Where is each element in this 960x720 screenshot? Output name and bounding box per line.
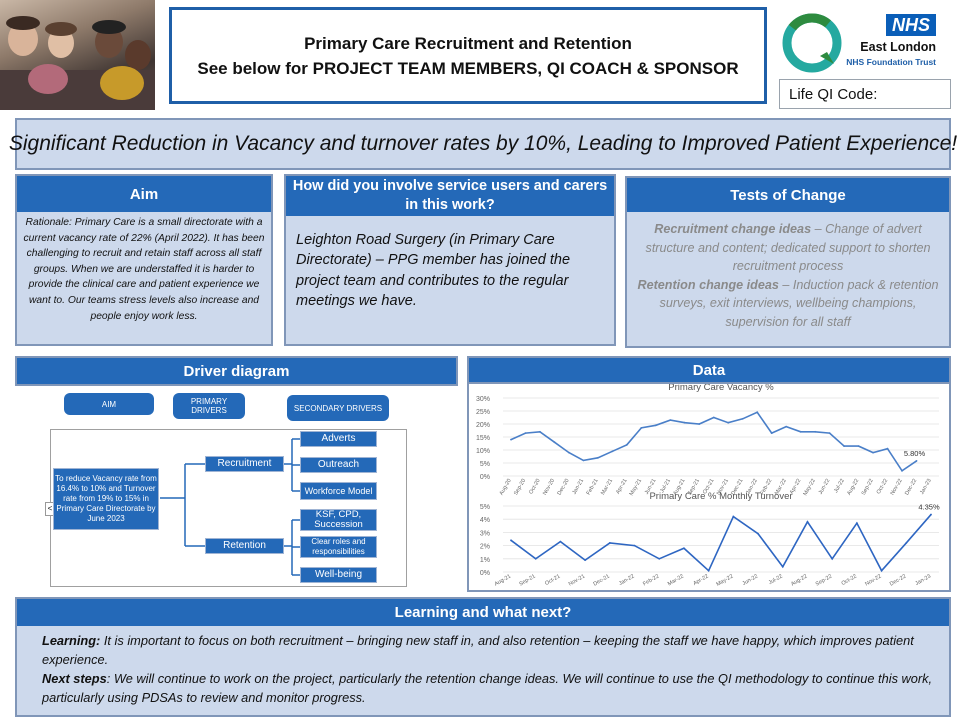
col-primary: PRIMARY DRIVERS	[173, 393, 245, 419]
learning-label: Learning:	[42, 633, 101, 648]
data-charts	[467, 384, 951, 592]
x-tick-label: Sep-21	[686, 478, 702, 497]
x-tick-label: Jun-21	[643, 478, 658, 496]
data-point	[539, 431, 541, 433]
x-tick-label: Jan-23	[914, 573, 932, 588]
x-tick-label: Dec-22	[888, 573, 908, 588]
primary-driver-retention: Retention	[205, 538, 284, 554]
secondary-driver-adverts: Adverts	[300, 431, 377, 447]
aim-title: Aim	[17, 176, 271, 212]
data-point	[584, 559, 586, 561]
org-name: East London	[860, 40, 936, 54]
series-line	[511, 412, 917, 471]
x-tick-label: Jul-22	[833, 478, 846, 494]
tests-of-change-panel	[625, 176, 951, 348]
data-point	[742, 418, 744, 420]
x-tick-label: Aug-21	[672, 478, 687, 497]
y-tick-label: 5%	[479, 504, 490, 511]
x-tick-label: Sep-21	[518, 573, 537, 588]
data-point	[611, 450, 613, 452]
data-point	[905, 542, 907, 544]
data-point	[807, 521, 809, 523]
data-point	[683, 547, 685, 549]
end-data-label: 5.80%	[903, 448, 926, 458]
x-tick-label: Nov-20	[542, 478, 557, 497]
x-tick-label: Aug-20	[498, 478, 513, 497]
data-point	[560, 541, 562, 543]
data-point	[554, 441, 556, 443]
org-subtitle: NHS Foundation Trust	[846, 57, 936, 67]
data-point	[887, 448, 889, 450]
recruitment-ideas-text: – Change of advert structure and content; dedicated support to shorten recruitment process	[645, 222, 931, 273]
secondary-driver-wellbeing: Well-being	[300, 567, 377, 583]
y-tick-label: 10%	[475, 448, 490, 455]
x-tick-label: Dec-21	[592, 573, 611, 588]
x-tick-label: Oct-21	[544, 573, 562, 587]
x-tick-label: Nov-22	[889, 478, 904, 497]
x-tick-label: Feb-22	[642, 573, 661, 588]
data-point	[708, 570, 710, 572]
driver-diagram	[15, 386, 458, 592]
y-tick-label: 0%	[479, 570, 490, 577]
data-point	[658, 558, 660, 560]
x-tick-label: May-22	[802, 478, 817, 497]
x-tick-label: Sep-22	[814, 573, 834, 588]
col-aim: AIM	[64, 393, 154, 415]
data-point	[881, 570, 883, 572]
x-tick-label: Nov-22	[864, 573, 883, 588]
data-point	[800, 431, 802, 433]
chart-title: Primary Care % Monthly Turnover	[649, 491, 793, 502]
y-tick-label: 15%	[475, 435, 490, 442]
end-data-label: 4.35%	[918, 502, 940, 512]
recruitment-ideas-label: Recruitment change ideas	[654, 222, 812, 236]
tests-title: Tests of Change	[627, 178, 949, 212]
y-tick-label: 20%	[475, 422, 490, 429]
involvement-text: Leighton Road Surgery (in Primary Care Directorate) – PPG member has joined the project team and contributes to the regular meetings we have.	[296, 232, 571, 309]
data-title: Data	[467, 356, 951, 384]
x-tick-label: Aug-21	[493, 573, 512, 588]
secondary-driver-workforce: Workforce Model	[300, 482, 377, 500]
x-tick-label: Nov-21	[567, 573, 587, 588]
col-secondary: SECONDARY DRIVERS	[287, 395, 389, 421]
data-point	[756, 411, 758, 413]
x-tick-label: Sep-20	[513, 478, 528, 497]
x-tick-label: Jun-22	[817, 478, 832, 496]
title-line-1: Primary Care Recruitment and Retention	[304, 33, 632, 53]
x-tick-label: Oct-22	[875, 478, 890, 496]
x-tick-label: May-22	[715, 573, 735, 588]
y-tick-label: 3%	[479, 530, 490, 538]
data-point	[568, 452, 570, 454]
x-tick-label: Feb-21	[585, 478, 600, 497]
data-point	[713, 417, 715, 419]
y-tick-label: 25%	[475, 409, 490, 416]
secondary-driver-outreach: Outreach	[300, 457, 377, 473]
x-tick-label: Jun-22	[741, 573, 760, 588]
data-point	[814, 431, 816, 433]
next-steps-content: : We will continue to work on the project, particularly the retention change ideas. We will continue to use the QI methodology to continue this work, particularly using PDSAs to review and monitor progress.	[42, 671, 933, 705]
x-tick-label: Oct-22	[840, 573, 858, 587]
x-tick-label: Mar-22	[773, 478, 788, 497]
x-tick-label: Dec-20	[556, 478, 571, 497]
x-tick-label: Dec-22	[904, 478, 919, 497]
data-point	[510, 439, 512, 441]
y-tick-label: 2%	[479, 543, 490, 551]
x-tick-label: Feb-22	[759, 478, 774, 497]
frame-handle[interactable]: <	[45, 502, 55, 516]
data-point	[727, 422, 729, 424]
primary-driver-recruitment: Recruitment	[205, 456, 284, 472]
tests-text	[627, 212, 949, 339]
data-point	[634, 545, 636, 547]
x-tick-label: Jan-21	[571, 478, 586, 496]
data-point	[782, 566, 784, 568]
data-point	[872, 452, 874, 454]
headline-banner: Significant Reduction in Vacancy and turnover rates by 10%, Leading to Improved Patient Experience!	[15, 118, 951, 170]
data-point	[757, 533, 759, 535]
x-tick-label: Aug-22	[790, 573, 809, 588]
title-line-2: See below for PROJECT TEAM MEMBERS, QI COACH & SPONSOR	[197, 58, 739, 78]
data-point	[640, 427, 642, 429]
next-steps-label: Next steps	[42, 671, 107, 686]
learning-title: Learning and what next?	[17, 599, 949, 626]
data-point	[510, 539, 512, 541]
x-tick-label: Jan-22	[745, 478, 759, 496]
data-point	[856, 522, 858, 524]
data-point	[829, 432, 831, 434]
life-qi-code: Life QI Code:	[779, 79, 951, 109]
retention-ideas-label: Retention change ideas	[637, 277, 779, 292]
x-tick-label: May-21	[628, 478, 644, 497]
y-tick-label: 1%	[479, 556, 490, 564]
data-point	[858, 445, 860, 447]
driver-diagram-title: Driver diagram	[15, 356, 458, 386]
chart-title: Primary Care Vacancy %	[668, 384, 774, 393]
data-point	[843, 445, 845, 447]
x-tick-label: Apr-21	[615, 478, 629, 496]
data-point	[831, 558, 833, 560]
data-point	[698, 423, 700, 425]
x-tick-label: Jul-21	[659, 478, 673, 494]
x-tick-label: Jan-23	[919, 478, 933, 496]
x-tick-label: Mar-21	[600, 478, 615, 497]
x-tick-label: Dec-21	[730, 478, 745, 497]
team-photo	[0, 0, 155, 110]
nhs-logo: NHS	[886, 14, 936, 36]
y-tick-label: 4%	[479, 517, 490, 525]
x-tick-label: Sep-22	[860, 478, 875, 497]
x-tick-label: Oct-20	[528, 478, 542, 496]
secondary-driver-ksf: KSF, CPD, Succession	[300, 509, 377, 531]
data-point	[669, 419, 671, 421]
learning-panel	[15, 597, 951, 717]
data-point	[732, 516, 734, 518]
data-point	[525, 432, 527, 434]
data-point	[771, 432, 773, 434]
x-tick-label: Apr-22	[692, 573, 710, 587]
x-tick-label: Apr-22	[788, 478, 803, 496]
y-tick-label: 5%	[479, 461, 490, 468]
y-tick-label: 30%	[475, 396, 490, 403]
learning-text	[17, 626, 949, 707]
charts-svg	[469, 384, 949, 590]
retention-ideas-text: – Induction pack & retention surveys, exit interviews, wellbeing champions, supervision for all staff	[659, 277, 939, 329]
x-tick-label: Nov-21	[715, 478, 730, 497]
involvement-panel	[284, 174, 616, 346]
data-point	[916, 460, 918, 462]
x-tick-label: Jan-22	[617, 573, 636, 588]
logo-area	[780, 12, 950, 74]
aim-panel	[15, 174, 273, 346]
y-tick-label: 0%	[479, 474, 490, 481]
data-point	[785, 426, 787, 428]
learning-content: It is important to focus on both recruitment – bringing new staff in, and also retention – keeping the staff we have happy, which improves patient experience.	[42, 633, 914, 667]
series-line	[511, 515, 931, 571]
aim-statement: To reduce Vacancy rate from 16.4% to 10% and Turnover rate from 19% to 15% in Primary Care Directorate by June 2023	[53, 468, 159, 530]
involvement-title: How did you involve service users and carers in this work?	[286, 176, 614, 216]
x-tick-label: Jul-22	[767, 573, 784, 587]
data-point	[609, 542, 611, 544]
data-point	[901, 470, 903, 472]
data-point	[655, 424, 657, 426]
data-point	[626, 444, 628, 446]
poster-title	[169, 7, 767, 104]
data-point	[684, 422, 686, 424]
data-point	[535, 558, 537, 560]
data-point	[583, 460, 585, 462]
x-tick-label: Oct-21	[702, 478, 716, 496]
data-point	[930, 514, 932, 516]
data-point	[597, 457, 599, 459]
secondary-driver-roles: Clear roles and responsibilities	[300, 536, 377, 558]
x-tick-label: Aug-22	[846, 478, 861, 497]
x-tick-label: Mar-22	[666, 573, 685, 588]
aim-text: Rationale: Primary Care is a small directorate with a current vacancy rate of 22% (April 2022). It has been challenging to recruit and retain staff across all staff groups. When we are understaffed it is harder to provide the clinical care and patient experience we want to. Our teams stress levels also increase and people enjoy work less.	[23, 217, 265, 322]
